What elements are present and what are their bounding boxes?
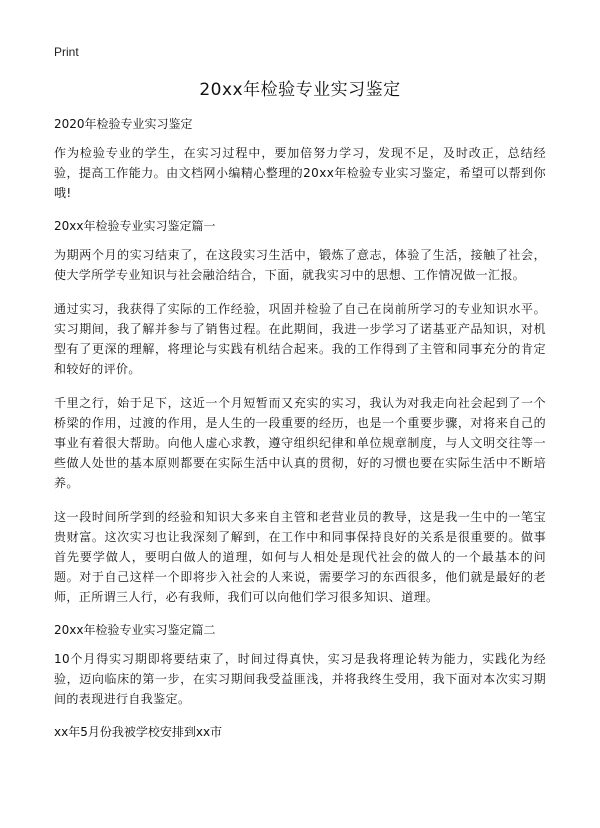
part1-paragraph-2: 通过实习，我获得了实际的工作经验，巩固并检验了自己在岗前所学习的专业知识水平。实习期间，我了解并参与了销售过程。在此期间，我进一步学习了诺基亚产品知识，对机型有了更深的理解，将理论与实践有机结合起来。我的工作得到了主管和同事充分的肯定和较好的评价。	[54, 302, 546, 376]
intro-heading: 2020年检验专业实习鉴定	[54, 117, 193, 131]
part1-paragraph-1: 为期两个月的实习结束了，在这段实习生活中，锻炼了意志，体验了生活，接触了社会，使大学所学专业知识与社会融洽结合，下面，就我实习中的思想、工作情况做一汇报。	[54, 248, 546, 282]
closing-line: xx年5月份我被学校安排到xx市	[54, 725, 223, 739]
intro-paragraph: 作为检验专业的学生，在实习过程中，要加倍努力学习，发现不足，及时改正，总结经验，提高工作能力。由文档网小编精心整理的20xx年检验专业实习鉴定，希望可以帮到你哦!	[54, 146, 546, 200]
part2-paragraph-1: 10个月得实习期即将要结束了，时间过得真快，实习是我将理论转为能力，实践化为经验，迈向临床的第一步，在实习期间我受益匪浅，并将我终生受用，我下面对本次实习期间的表现进行自我鉴定。	[54, 652, 546, 706]
part1-heading: 20xx年检验专业实习鉴定篇一	[54, 219, 216, 233]
part1-paragraph-3: 千里之行，始于足下，这近一个月短暂而又充实的实习，我认为对我走向社会起到了一个桥梁的作用，过渡的作用，是人生的一段重要的经历，也是一个重要步骤，对将来自己的事业有着很大帮助。向他人虚心求教，遵守组织纪律和单位规章制度，与人文明交往等一些做人处世的基本原则都要在实际生活中认真的贯彻，好的习惯也要在实际生活中不断培养。	[54, 396, 546, 490]
print-label[interactable]: Print	[54, 45, 79, 59]
document-title: 20xx年检验专业实习鉴定	[199, 80, 401, 100]
part1-paragraph-4: 这一段时间所学到的经验和知识大多来自主管和老营业员的教导，这是我一生中的一笔宝贵财富。这次实习也让我深刻了解到，在工作中和同事保持良好的关系是很重要的。做事首先要学做人，要明白做人的道理，如何与人相处是现代社会的做人的一个最基本的问题。对于自己这样一个即将步入社会的人来说，需要学习的东西很多，他们就是最好的老师，正所谓三人行，必有我师，我们可以向他们学习很多知识、道理。	[54, 510, 546, 604]
part2-heading: 20xx年检验专业实习鉴定篇二	[54, 623, 216, 637]
